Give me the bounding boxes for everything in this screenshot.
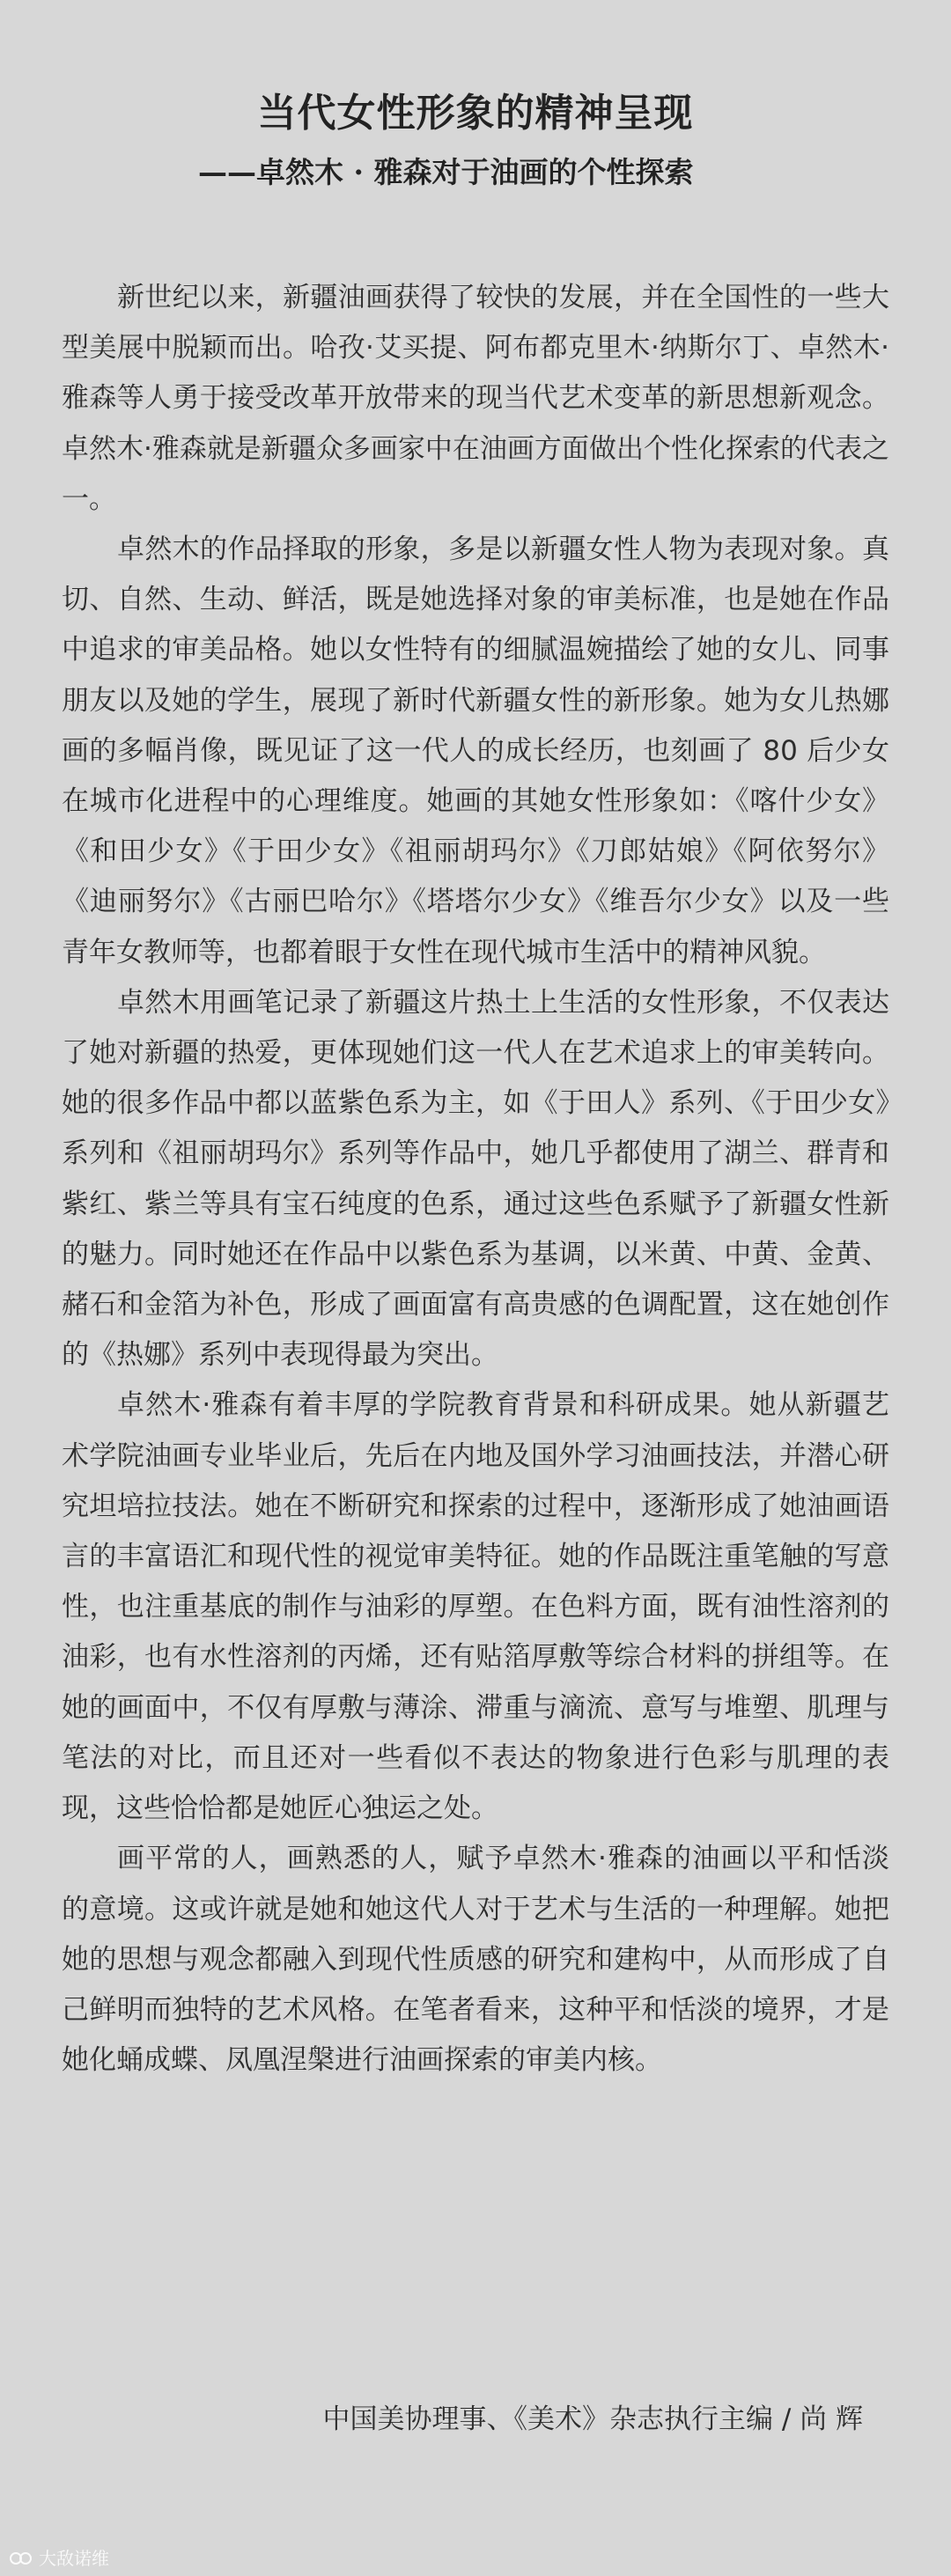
paragraph-5: 画平常的人，画熟悉的人，赋予卓然木·雅森的油画以平和恬淡的意境。这或许就是她和她这代人对于艺术与生活的一种理解。她把她的思想与观念都融入到现代性质感的研究和建构中，从而形成了自己鲜明而独特的艺术风格。在笔者看来，这种平和恬淡的境界，才是她化蛹成蝶、凤凰涅槃进行油画探索的审美内核。 <box>62 1843 889 2077</box>
watermark <box>9 2544 109 2570</box>
article-body <box>62 273 889 2086</box>
author-signature: 中国美协理事、《美术》杂志执行主编 / 尚 辉 <box>322 2403 863 2435</box>
watermark-text: 大敌诺维 <box>39 2548 109 2569</box>
article-title: 当代女性形象的精神呈现 <box>257 91 694 136</box>
paragraph-2: 卓然木的作品择取的形象，多是以新疆女性人物为表现对象。真切、自然、生动、鲜活，既是她选择对象的审美标准，也是她在作品中追求的审美品格。她以女性特有的细腻温婉描绘了她的女儿、同事朋友以及她的学生，展现了新时代新疆女性的新形象。她为女儿热娜画的多幅肖像，既见证了这一代人的成长经历，也刻画了 80 后少女在城市化进程中的心理维度。她画的其她女性形象如：《喀什少女》《和田少女》《于田少女》《祖丽胡玛尔》《刀郎姑娘》《阿依努尔》《迪丽努尔》《古丽巴哈尔》《塔塔尔少女》《维吾尔少女》以及一些青年女教师等，也都着眼于女性在现代城市生活中的精神风貌。 <box>62 534 889 968</box>
logo-icon <box>9 2550 33 2565</box>
article-subtitle: ——卓然木 · 雅森对于油画的个性探索 <box>198 155 694 189</box>
paragraph-1: 新世纪以来，新疆油画获得了较快的发展，并在全国性的一些大型美展中脱颖而出。哈孜·艾买提、阿布都克里木·纳斯尔丁、卓然木·雅森等人勇于接受改革开放带来的现当代艺术变革的新思想新观念。卓然木·雅森就是新疆众多画家中在油画方面做出个性化探索的代表之一。 <box>62 282 889 515</box>
paragraph-3: 卓然木用画笔记录了新疆这片热土上生活的女性形象，不仅表达了她对新疆的热爱，更体现她们这一代人在艺术追求上的审美转向。她的很多作品中都以蓝紫色系为主，如《于田人》系列、《于田少女》系列和《祖丽胡玛尔》系列等作品中，她几乎都使用了湖兰、群青和紫红、紫兰等具有宝石纯度的色系，通过这些色系赋予了新疆女性新的魅力。同时她还在作品中以紫色系为基调，以米黄、中黄、金黄、赭石和金箔为补色，形成了画面富有高贵感的色调配置，这在她创作的《热娜》系列中表现得最为突出。 <box>62 986 889 1372</box>
paragraph-4: 卓然木·雅森有着丰厚的学院教育背景和科研成果。她从新疆艺术学院油画专业毕业后，先后在内地及国外学习油画技法，并潜心研究坦培拉技法。她在不断研究和探索的过程中，逐渐形成了她油画语言的丰富语汇和现代性的视觉审美特征。她的作品既注重笔触的写意性，也注重基底的制作与油彩的厚塑。在色料方面，既有油性溶剂的油彩，也有水性溶剂的丙烯，还有贴箔厚敷等综合材料的拼组等。在她的画面中，不仅有厚敷与薄涂、滞重与滴流、意写与堆塑、肌理与笔法的对比，而且还对一些看似不表达的物象进行色彩与肌理的表现，这些恰恰都是她匠心独运之处。 <box>62 1389 889 1825</box>
